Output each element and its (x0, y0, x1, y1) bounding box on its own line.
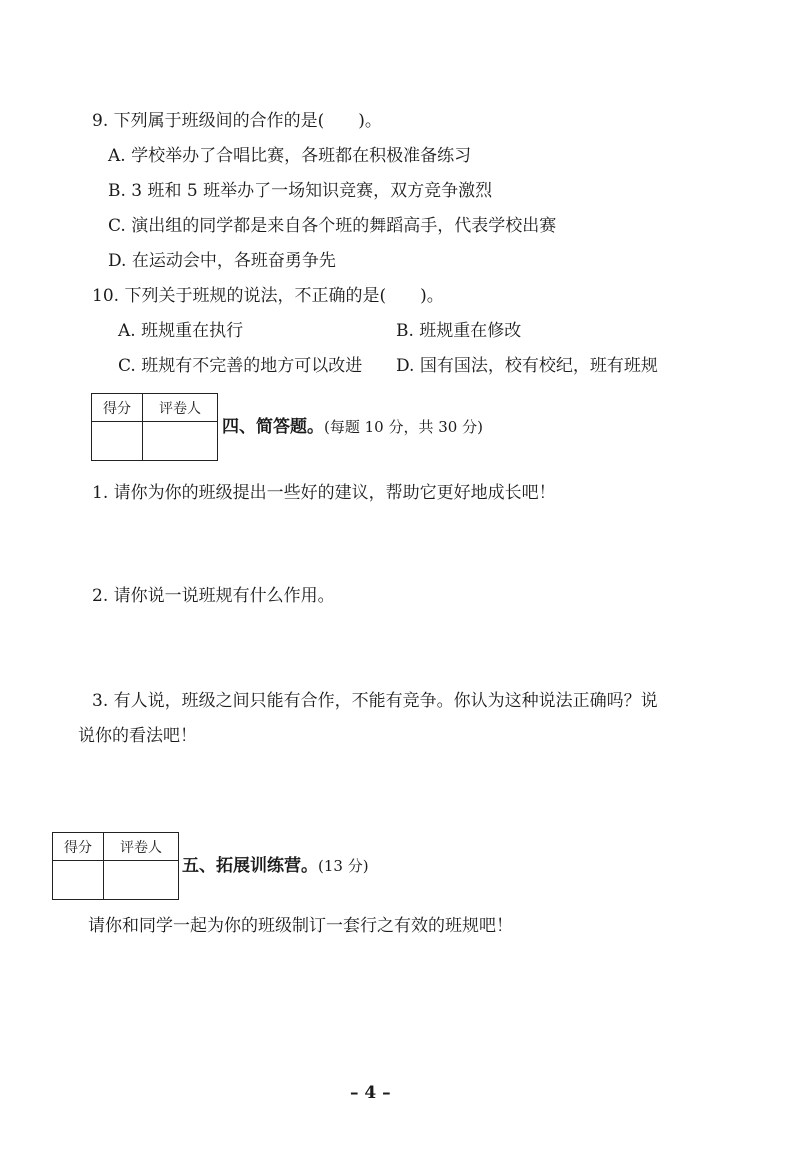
q9-stem: 9. 下列属于班级间的合作的是( )。 (92, 111, 382, 131)
section4-note: (每题 10 分，共 30 分) (324, 418, 483, 436)
q9-option-d: D. 在运动会中，各班奋勇争先 (108, 251, 336, 271)
score-cell[interactable] (92, 422, 143, 461)
score-label: 得分 (92, 394, 143, 422)
grader-label: 评卷人 (104, 833, 179, 861)
section5-title: 五、拓展训练营。 (182, 856, 318, 876)
grader-cell[interactable] (143, 422, 218, 461)
score-cell[interactable] (53, 861, 104, 900)
q9-option-a: A. 学校举办了合唱比赛，各班都在积极准备练习 (108, 146, 472, 166)
page-number: – 4 – (350, 1083, 391, 1103)
section5-prompt: 请你和同学一起为你的班级制订一套行之有效的班规吧！ (88, 916, 513, 936)
score-box-section5 (52, 832, 179, 900)
grader-cell[interactable] (104, 861, 179, 900)
section4-question-2: 2. 请你说一说班规有什么作用。 (92, 586, 335, 606)
q10-option-a: A. 班规重在执行 (118, 321, 244, 341)
score-label: 得分 (53, 833, 104, 861)
q10-option-c: C. 班规有不完善的地方可以改进 (118, 356, 363, 376)
q10-option-b: B. 班规重在修改 (396, 321, 522, 341)
section4-question-3-cont: 说你的看法吧！ (78, 726, 197, 746)
section5-note: (13 分) (318, 857, 369, 875)
q9-option-b: B. 3 班和 5 班举办了一场知识竞赛，双方竞争激烈 (108, 181, 493, 201)
section4-question-1: 1. 请你为你的班级提出一些好的建议，帮助它更好地成长吧！ (92, 483, 556, 503)
section4-question-3: 3. 有人说，班级之间只能有合作，不能有竞争。你认为这种说法正确吗？说 (92, 691, 658, 711)
q9-option-c: C. 演出组的同学都是来自各个班的舞蹈高手，代表学校出赛 (108, 216, 557, 236)
section4-heading (222, 416, 483, 438)
grader-label: 评卷人 (143, 394, 218, 422)
score-box-section4 (91, 393, 218, 461)
q10-stem: 10. 下列关于班规的说法，不正确的是( )。 (92, 286, 444, 306)
section5-heading (182, 855, 369, 877)
q10-option-d: D. 国有国法，校有校纪，班有班规 (396, 356, 658, 376)
section4-title: 四、简答题。 (222, 417, 324, 437)
